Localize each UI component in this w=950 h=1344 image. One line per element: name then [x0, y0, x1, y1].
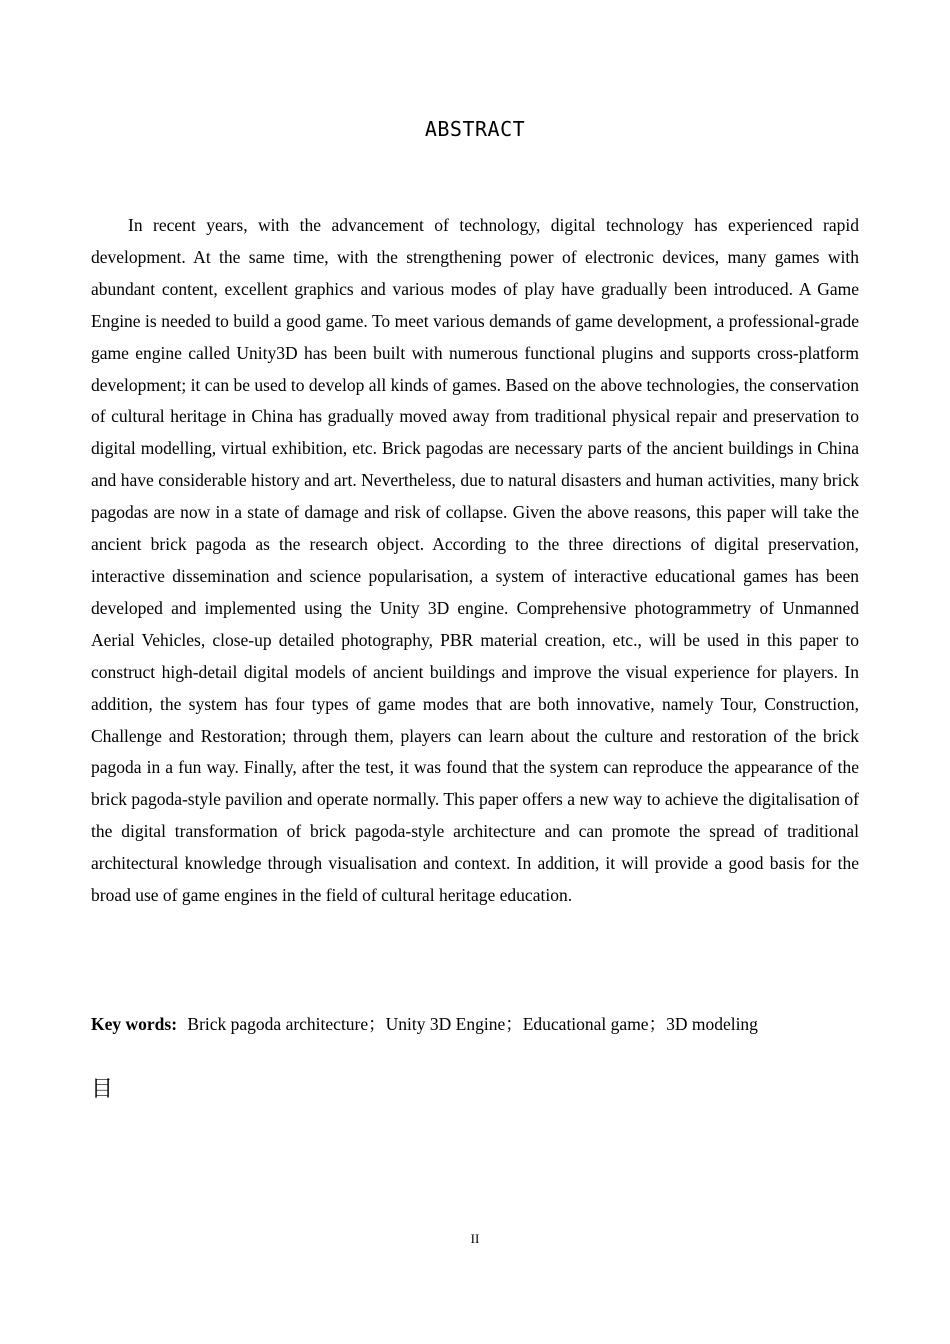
keywords-value: Brick pagoda architecture；Unity 3D Engine；Educational game；3D modeling [187, 1014, 758, 1034]
keywords-line [91, 1009, 871, 1039]
abstract-body: In recent years, with the advancement of technology, digital technology has experienced rapid development. At the same time, with the strengthening power of electronic devices, many games with abundant content, excellent graphics and various modes of play have gradually been introduced. A Game Engine is needed to build a good game. To meet various demands of game development, a professional-grade game engine called Unity3D has been built with numerous functional plugins and supports cross-platform development; it can be used to develop all kinds of games. Based on the above technologies, the conservation of cultural heritage in China has gradually moved away from traditional physical repair and preservation to digital modelling, virtual exhibition, etc. Brick pagodas are necessary parts of the ancient buildings in China and have considerable history and art. Nevertheless, due to natural disasters and human activities, many brick pagodas are now in a state of damage and risk of collapse. Given the above reasons, this paper will take the ancient brick pagoda as the research object. According to the three directions of digital preservation, interactive dissemination and science popularisation, a system of interactive educational games has been developed and implemented using the Unity 3D engine. Comprehensive photogrammetry of Unmanned Aerial Vehicles, close-up detailed photography, PBR material creation, etc., will be used in this paper to construct high-detail digital models of ancient buildings and improve the visual experience for players. In addition, the system has four types of game modes that are both innovative, namely Tour, Construction, Challenge and Restoration; through them, players can learn about the culture and restoration of the brick pagoda in a fun way. Finally, after the test, it was found that the system can reproduce the appearance of the brick pagoda-style pavilion and operate normally. This paper offers a new way to achieve the digitalisation of the digital transformation of brick pagoda-style architecture and can promote the spread of traditional architectural knowledge through visualisation and context. In addition, it will provide a good basis for the broad use of game engines in the field of cultural heritage education. [91, 215, 859, 906]
abstract-title: ABSTRACT [424, 117, 526, 141]
page-number: II [470, 1231, 480, 1246]
toc-heading: 目 [91, 1077, 114, 1102]
keywords-label: Key words: [91, 1014, 178, 1034]
